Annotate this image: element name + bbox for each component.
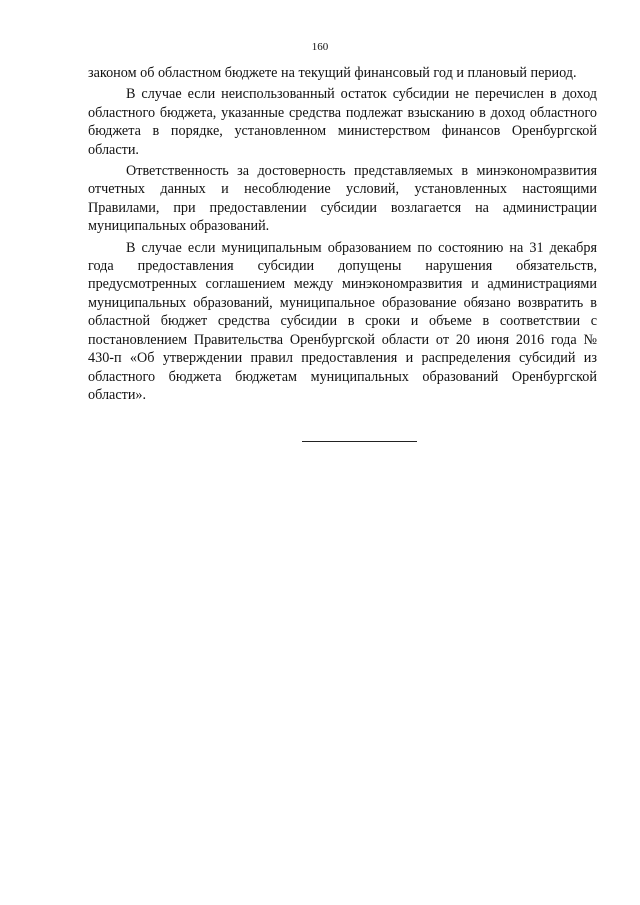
- end-separator-line: [302, 441, 417, 442]
- paragraph-continuation: законом об областном бюджете на текущий финансовый год и плановый период.: [88, 65, 577, 81]
- paragraph-violations: В случае если муниципальным образованием по состоянию на 31 декабря года предоставления субсидии допущены нарушения обязательств, предусмотренных соглашением между минэкономразвития и администрациями муниципальных образований, муниципальное образование обязано возвратить в областной бюджет средства субсидии в сроки и объеме в соответствии с постановлением Правительства Оренбургской области от 20 июня 2016 года № 430-п «Об утверждении правил предоставления и распределения субсидий из областного бюджета бюджетам муниципальных образований Оренбургской области».: [88, 239, 597, 403]
- document-body: [88, 64, 597, 404]
- paragraph-responsibility: Ответственность за достоверность представляемых в минэкономразвития отчетных данных и несоблюдение условий, установленных настоящими Правилами, при предоставлении субсидии возлагается на администрации муниципальных образований.: [88, 163, 597, 235]
- paragraph-unspent-balance: В случае если неиспользованный остаток субсидии не перечислен в доход областного бюджета, указанные средства подлежат взысканию в доход областного бюджета в порядке, установленном министерством финансов Оренбургской области.: [88, 86, 597, 158]
- page-number: 160: [311, 41, 329, 53]
